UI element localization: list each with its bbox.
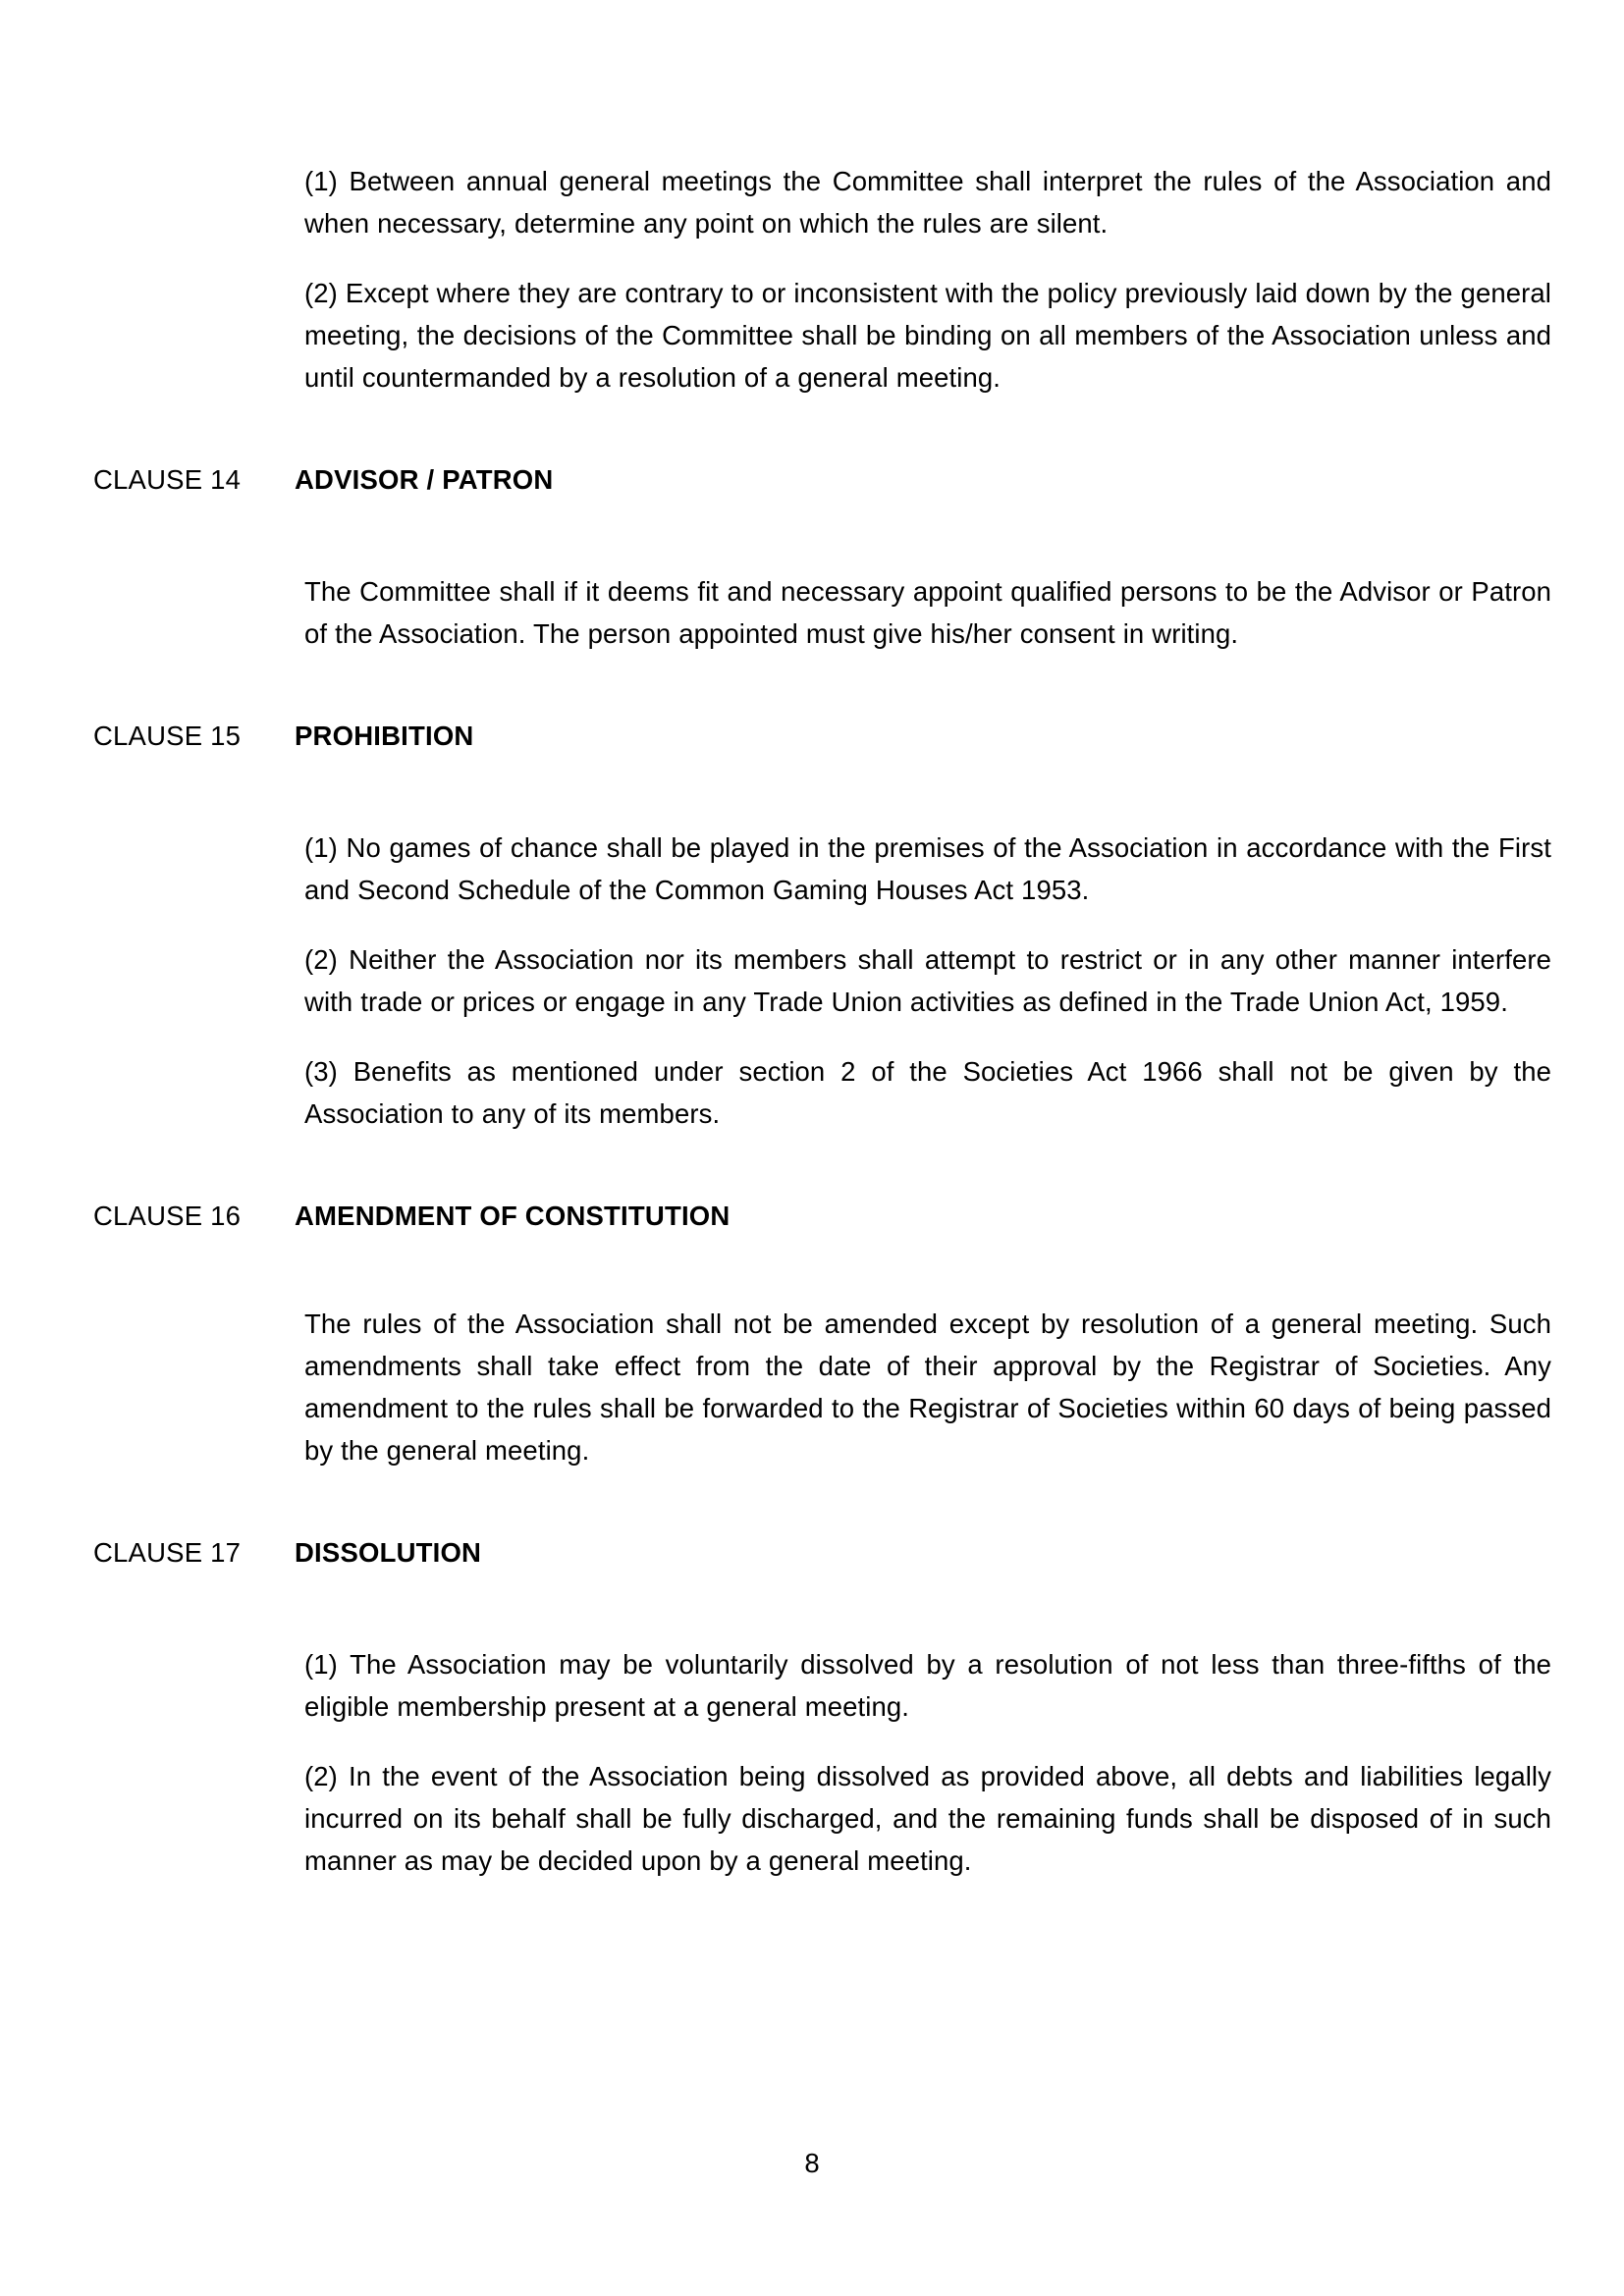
clause-title-16: AMENDMENT OF CONSTITUTION <box>295 1201 731 1231</box>
top-margin-spacer <box>0 0 1624 160</box>
spacer-before-clause-14 <box>0 399 1624 460</box>
clause-title-14: ADVISOR / PATRON <box>295 464 554 495</box>
clause-heading-16 <box>93 1197 1586 1236</box>
clause-15-paragraph-3: (3) Benefits as mentioned under section 2 of the Societies Act 1966 shall not be given by the Association to any of its members. <box>304 1056 1551 1129</box>
clause-16-body <box>0 1303 1624 1471</box>
spacer-after-clause-17 <box>0 1573 1624 1643</box>
clause-15-paragraph-1: (1) No games of chance shall be played in the premises of the Association in accordance with the First and Second Schedule of the Common Gaming Houses Act 1953. <box>304 832 1551 905</box>
paragraph-intro-2: (2) Except where they are contrary to or inconsistent with the policy previously laid down by the general meeting, the decisions of the Committee shall be binding on all members of the Association unless and until countermanded by a resolution of a general meeting. <box>304 278 1551 393</box>
clause-heading-15 <box>93 717 1586 756</box>
clause-17-paragraph-2: (2) In the event of the Association being dissolved as provided above, all debts and liabilities legally incurred on its behalf shall be fully discharged, and the remaining funds shall be disposed of in such manner as may be decided upon by a general meeting. <box>304 1761 1551 1876</box>
clause-14-body <box>0 570 1624 655</box>
spacer-after-clause-15 <box>0 756 1624 827</box>
spacer-before-clause-15 <box>0 655 1624 717</box>
clause-17-paragraph-1: (1) The Association may be voluntarily dissolved by a resolution of not less than three-fifths of the eligible membership present at a general meeting. <box>304 1649 1551 1722</box>
clause-label-15: CLAUSE 15 <box>93 721 242 751</box>
spacer-after-clause-16 <box>0 1236 1624 1303</box>
clause-14-paragraph-1: The Committee shall if it deems fit and necessary appoint qualified persons to be the Advisor or Patron of the Association. The person appointed must give his/her consent in writing. <box>304 576 1551 649</box>
clause-title-17: DISSOLUTION <box>295 1537 482 1568</box>
clause-16-paragraph-1: The rules of the Association shall not be amended except by resolution of a general meeting. Such amendments shall take effect from the date of their approval by the Registrar of Societies. Any amendment to the rules shall be forwarded to the Registrar of Societies within 60 days of being passed by the general meeting. <box>304 1308 1551 1466</box>
clause-17-body <box>0 1643 1624 1882</box>
spacer-before-clause-16 <box>0 1135 1624 1197</box>
clause-15-body <box>0 827 1624 1135</box>
paragraph-intro-1: (1) Between annual general meetings the Committee shall interpret the rules of the Association and when necessary, determine any point on which the rules are silent. <box>304 166 1551 239</box>
intro-paragraph-block <box>0 160 1624 399</box>
spacer-before-clause-17 <box>0 1471 1624 1533</box>
clause-label-16: CLAUSE 16 <box>93 1201 242 1231</box>
spacer-after-clause-14 <box>0 500 1624 570</box>
clause-heading-17 <box>93 1533 1586 1573</box>
clause-15-paragraph-2: (2) Neither the Association nor its members shall attempt to restrict or in any other manner interfere with trade or prices or engage in any Trade Union activities as defined in the Trade Union Act, 1959. <box>304 944 1551 1017</box>
clause-label-17: CLAUSE 17 <box>93 1537 242 1568</box>
clause-heading-14 <box>93 460 1586 500</box>
clause-label-14: CLAUSE 14 <box>93 464 242 495</box>
clause-title-15: PROHIBITION <box>295 721 474 751</box>
page-number: 8 <box>804 2148 820 2178</box>
